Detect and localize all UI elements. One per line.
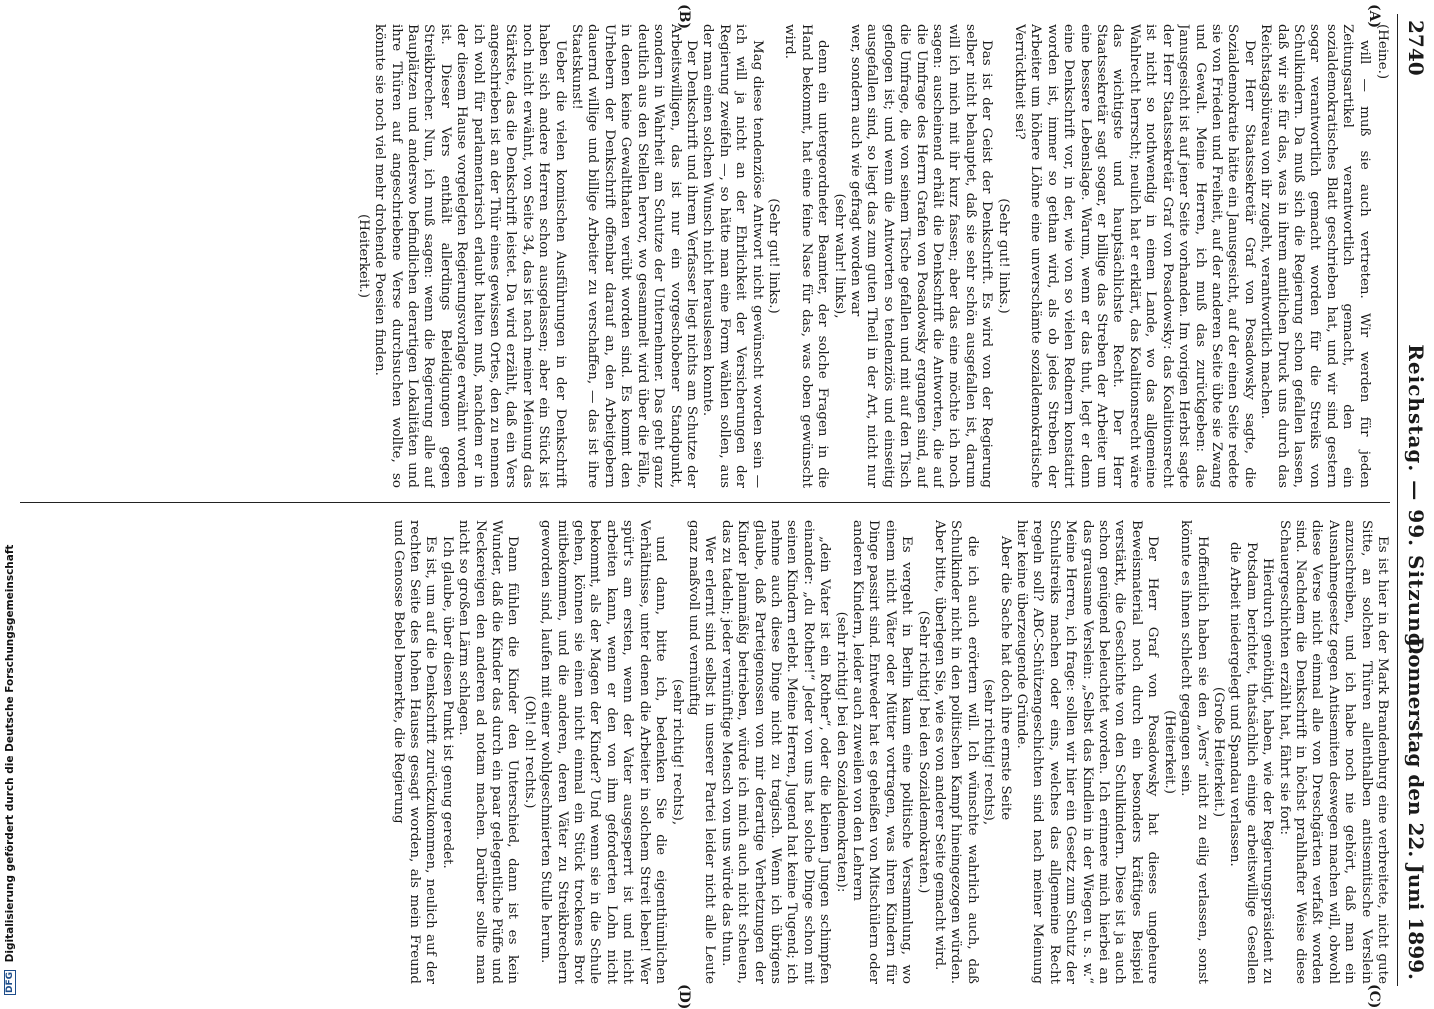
interjection: (Heiterkeit.): [355, 214, 371, 298]
interjection: (sehr richtig! rechts),: [669, 678, 685, 826]
paragraph: Wer erlernt sind selbst in unserer Partei leider nicht alle Leute ganz maßvoll und vernünftig: [685, 520, 718, 984]
left-column: [20, 24, 1390, 488]
running-header: [1394, 0, 1434, 1000]
paragraph: Der Herr Staatssekretär Graf von Posadowsky sagte, die Sozialdemokratie hätte ein Janusgesicht, auf der einen Seite redete sie von Frieden und Freiheit, auf der anderen Seite übte sie Zwang und Gewalt. Meine Herren, ich muß das zurückgeben: das Janusgesicht ist auf jener Seite vorhanden. Im vorigen Herbst sagte der Herr Staatssekretär Graf von Posadowsky: das Koalitionsrecht ist nicht so nothwendig in einem Lande, wo das allgemeine Wahlrecht herrscht; neulich hat er erklärt, das Koalitionsrecht wäre das wichtigste und hauptsächlichste Recht. Der Herr Staatssekretär sagt sogar, er billige das Streben der Arbeiter um eine bessere Lebenslage. Warum, wenn er das thut, legt er denn eine Denkschrift vor, in der, wie von so vielen Rednern konstatirt worden ist, immer so gethan wird, als ob jedes Streben der Arbeiter um höhere Löhne eine unverschämte sozialdemokratische Verrücktheit sei?: [1012, 24, 1257, 488]
header-title: Reichstag. — 99. Sitzung.: [1404, 344, 1428, 656]
interjection: (Sehr gut! links.): [765, 198, 781, 314]
interjection: (Heiterkeit.): [1161, 710, 1177, 794]
paragraph: „dein Vater ist ein Rother“, oder die kleinen Jungen schimpfen einander: „du Rother!“ Jeder von uns hat solche Dinge schon mit seinen Kindern erlebt. Meine Herren, Jugend hat keine Tugend; ich nehme auch diese Dinge nicht zu tragisch. Wenn ich übrigens glaube, daß Parteigenossen von mir derartige Verhetzungen der Kinder planmäßig betrieben, würde ich mich auch nicht scheuen, das zu tadeln; jeder vernünftige Mensch von uns würde das thun.: [718, 520, 833, 984]
paragraph: Hoffentlich haben sie den „Vers“ nicht zu eilig verlassen, sonst könnte es ihnen schlecht gegangen sein.: [1178, 520, 1210, 984]
header-date: Donnerstag den 22. Juni 1899.: [1404, 636, 1428, 980]
page-number: 2740: [1404, 20, 1428, 76]
quoted-passage: Hierdurch genöthigt, haben, wie der Regierungspräsident zu Potsdam berichtet, thatsächlich einige arbeitswillige Gesellen die Arbeit niedergelegt und Spandau verlassen.: [1227, 542, 1276, 984]
interjection: (sehr wahr! links),: [831, 193, 847, 319]
margin-mark-d: (D): [676, 984, 692, 1009]
paragraph: Es ist, um auf die Denkschrift zurückzukommen, neulich auf der rechten Seite des hohen Hauses gesagt worden, als mein Freund und Genosse Bebel bemerkte, die Regierung: [390, 520, 439, 984]
paragraph: will — muß sie auch vertreten. Wir werden für jeden Zeitungsartikel verantwortlich gemacht, den ein sozialdemokratisches Blatt geschrieben hat, und wir sind gestern sogar verantwortlich gemacht worden für die Streiks von Schulkindern. Da muß sich die Regierung schon gefallen lassen, daß wir sie für das, was in ihrem amtlichen Druck uns durch das Reichstagsbüreau von ihr zugeht, verantwortlich machen.: [1258, 24, 1372, 488]
interjection: (Sehr richtig! bei den Sozialdemokraten.): [915, 610, 931, 894]
credit-text: Digitalisierung gefördert durch die Deutsche Forschungsgemeinschaft: [4, 544, 16, 963]
paragraph: die ich auch erörtern will. Ich wünschte wahrlich auch, daß Schulkinder nicht in den politischen Kampf hineingezogen würden. Aber bitte, überlegen Sie, wie es von anderer Seite gemacht wird.: [932, 520, 980, 984]
paragraph: Es ist hier in der Mark Brandenburg eine verbreitete, nicht gute Sitte, an solchen Thüren allenthalben antisemitische Verslein anzuschreiben, und ich habe noch nie gehört, daß man ein Ausnahmegesetz gegen Antisemiten deswegen machen will, obwohl diese Verse nicht einmal alle von Dreschgärten verfaßt worden sind. Nachdem die Denkschrift in höchst prahlhafter Weise diese Schauergeschichten erzählt hat, fährt sie fort:: [1276, 520, 1390, 984]
interjection: (Sehr gut! links.): [995, 198, 1011, 314]
paragraph: Dann fühlen die Kinder den Unterschied, dann ist es kein Wunder, daß die Kinder das durch ein paar gelegentliche Püffe und Neckereigen den anderen ad notam machen. Darüber sollte man nicht so großen Lärm schlagen.: [456, 520, 521, 984]
header-rule: [1397, 14, 1398, 986]
paragraph: Mag diese tendenziöse Antwort nicht gewünscht worden sein — ich will ja nicht an der Ehrlichkeit der Versicherungen der Regierung zweifeln —, so hätte man eine Form wählen sollen, aus der man einen solchen Wunsch nicht herauslesen konnte.: [700, 24, 765, 488]
margin-mark-c: (C): [1366, 984, 1382, 1009]
speaker-label: (Heine.): [1375, 24, 1390, 80]
digitization-credit: [4, 544, 24, 995]
paragraph: Ueber die vielen komischen Ausführungen in der Denkschrift haben sich andere Herren schon ausgelassen; aber ein Stück ist noch nicht erwähnt, von Seite 34, das ist nach meiner Meinung das Stärkste, das die Denkschrift leistet. Da wird erzählt, daß ein Vers angeschrieben ist an der Thür eines gewissen Ortes, den zu nennen ich wohl für parlamentarisch erlaubt halten muß, nachdem er in der diesem Hause vorgelegten Regierungsvorlage erwähnt worden ist. Dieser Vers enthält allerdings Beleidigungen gegen Streikbrecher. Nun, ich muß sagen: wenn die Regierung alle auf Bauplätzen und anderswo befindlichen derartigen Lokalitäten und ihre Thüren auf angeschriebene Verse durchsuchen wollte, so könnte sie noch viel mehr drohende Poesien finden.: [372, 24, 568, 488]
paragraph: Aber die Sache hat doch ihre ernste Seite: [997, 536, 1013, 821]
column-divider: [20, 502, 1390, 503]
paragraph: Der Denkschrift und ihrem Verfasser liegt nichts am Schutze der Arbeitswilligen, das ist nur ein vorgeschobener Standpunkt, sondern in Wahrheit am Schutze der Unternehmer. Das geht ganz deutlich aus den Stellen hervor, wo gesammelt wird über die Fälle, in denen keine Gewaltthaten verübt worden sind. Es kommt den Urhebern der Denkschrift offenbar darauf an, den Arbeitgebern dauernd willige und billige Arbeiter zu verschaffen, — das ist ihre Staatskunst!: [569, 24, 699, 488]
interjection: (sehr richtig! rechts),: [981, 678, 997, 826]
dfg-logo: DFG: [5, 971, 15, 993]
paragraph: Es vergeht in Berlin kaum eine politische Versammlung, wo einem nicht Väter oder Mütter vortragen, was ihren Kindern für Dinge passirt sind. Entweder hat es geheißen von Mitschülern oder anderen Kindern, leider auch zuweilen von den Lehrern: [850, 520, 915, 984]
margin-mark-b: (B): [676, 4, 692, 30]
paragraph: Der Herr Graf von Posadowsky hat dieses ungeheure Beweismaterial noch durch ein besonders kräftiges Beispiel verstärkt, die Geschichte von den Schulkindern. Diese ist ja auch schon genügend beleuchtet worden. Ich erinnere mich hierbei an das grausame Verslein: „Selbst das Kindlein in der Wiegen u. s. w.“ Meine Herren, ich frage: sollen wir hier ein Gesetz zum Schutz der Schulstreiks machen oder eins, welches das allgemeine Recht regeln soll? ABC-Schützengeschichten sind nach meiner Meinung hier keine überzeugende Gründe.: [1014, 520, 1161, 984]
paragraph: und dann, bitte ich, bedenken Sie die eigenthümlichen Verhältnisse, unter denen die Arbeiter in solchem Streit leben! Wer spürt's am ersten, wenn der Vater ausgesperrt ist und nicht arbeiten kann, wenn er den von ihm geforderten Lohn nicht bekommt, als der Magen der Kinder? Und wenn sie in die Schule gehen, können sie einen nicht einmal ein Stück trockenes Brot mitbekommen, und die anderen, deren Väter zu Streikbrechern geworden sind, laufen mit einer wohlgeschmierten Stulle herum.: [538, 520, 669, 984]
interjection: (Große Heiterkeit.): [1210, 686, 1226, 818]
margin-mark-a: (A): [1366, 4, 1382, 29]
paragraph: denn ein untergeordneter Beamter, der solche Fragen in die Hand bekommt, hat eine feine Nase für das, was oben gewünscht wird.: [782, 24, 831, 488]
interjection: (sehr richtig! bei den Sozialdemokraten):: [833, 611, 849, 893]
interjection: (Oh! oh! rechts.): [521, 695, 537, 809]
paragraph: Ich glaube, über diesen Punkt ist genug geredet.: [439, 536, 455, 869]
paragraph: Das ist der Geist der Denkschrift. Es wird von der Regierung selber nicht behauptet, daß sie sehr schön ausgefallen ist, darum will ich mich mit ihr kurz fassen; aber das eine möchte ich noch sagen: auscheinend erhält die Denkschrift die Antworten, die auf die Umfrage des Herrn Grafen von Posadowsky ergangen sind, auf die Umfrage, die von seinem Tische gefallen und mit auf den Tisch geflogen ist; und wenn die Antworten so tendenziös und einseitig ausgefallen sind, so liegt das zum guten Theil in der Art, nicht nur wer, sondern auch wie gefragt worden war: [848, 24, 995, 488]
right-column: [20, 520, 1390, 984]
